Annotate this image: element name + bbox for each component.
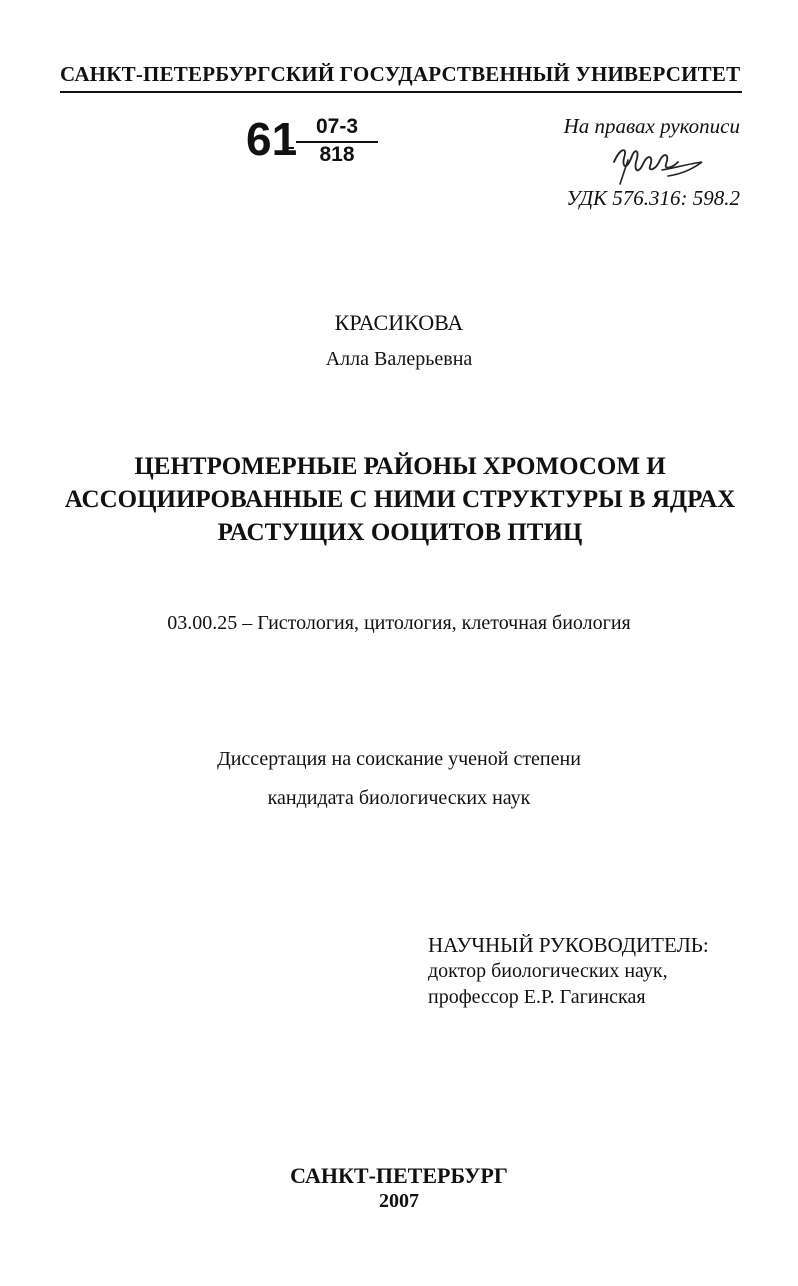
handwritten-signature	[602, 140, 712, 190]
year: 2007	[379, 1190, 419, 1212]
dissertation-title	[60, 450, 740, 549]
catalog-code-denominator: 818	[319, 143, 355, 166]
supervisor-degree: доктор биологических наук,	[428, 960, 668, 982]
title-line: РАСТУЩИХ ООЦИТОВ ПТИЦ	[217, 519, 583, 546]
supervisor-block	[428, 932, 768, 1010]
dissertation-statement: Диссертация на соискание ученой степени	[217, 748, 581, 770]
title-line: АССОЦИИРОВАННЫЕ С НИМИ СТРУКТУРЫ В ЯДРАХ	[64, 486, 736, 513]
udc-code: УДК 576.316: 598.2	[566, 186, 740, 210]
city: САНКТ-ПЕТЕРБУРГ	[290, 1163, 508, 1188]
title-line: ЦЕНТРОМЕРНЫЕ РАЙОНЫ ХРОМОСОМ И	[134, 453, 666, 480]
catalog-code-fraction	[296, 115, 378, 166]
specialty-code: 03.00.25 – Гистология, цитология, клеточная биология	[167, 612, 631, 634]
header-divider	[60, 91, 742, 93]
catalog-code-numerator: 07-3	[315, 115, 359, 138]
catalog-code-dash	[284, 147, 294, 149]
supervisor-heading: НАУЧНЫЙ РУКОВОДИТЕЛЬ:	[428, 933, 709, 957]
author-surname: КРАСИКОВА	[334, 310, 464, 335]
rights-notice: На правах рукописи	[563, 114, 740, 138]
author-given-names: Алла Валерьевна	[325, 348, 473, 370]
degree-statement: кандидата биологических наук	[267, 787, 531, 809]
supervisor-name: профессор Е.Р. Гагинская	[428, 986, 646, 1008]
university-name: САНКТ-ПЕТЕРБУРГСКИЙ ГОСУДАРСТВЕННЫЙ УНИВЕРСИТЕТ	[60, 62, 741, 86]
catalog-code-main: 61	[246, 113, 298, 165]
